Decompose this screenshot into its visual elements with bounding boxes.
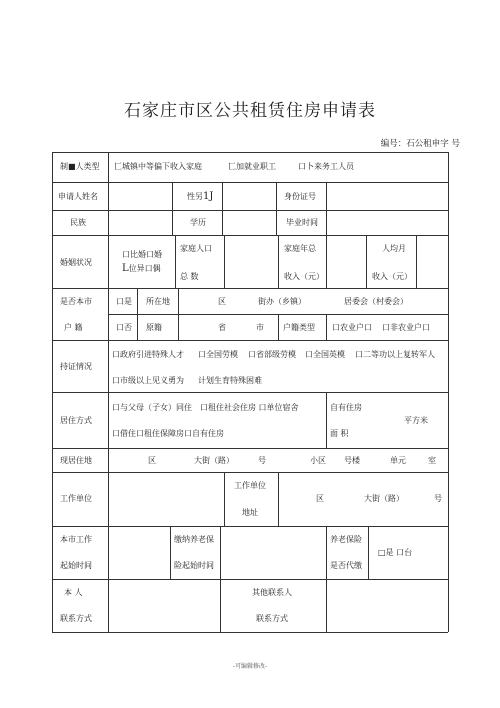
row-divider	[52, 210, 448, 211]
col-divider	[326, 526, 327, 579]
row-divider	[52, 448, 448, 449]
col-divider	[326, 235, 327, 288]
employer-street: 大街（路）	[364, 494, 404, 503]
cert-veteran-option[interactable]: 口二等功以上复转军人	[355, 350, 435, 359]
row-divider	[52, 472, 448, 473]
hukou-type-label: 户籍类型	[283, 323, 315, 332]
col-divider	[137, 288, 138, 340]
family-population-field[interactable]	[228, 239, 274, 285]
hukou-nonagricultural-option[interactable]: 口非农业户口	[382, 323, 430, 332]
pension-start-field[interactable]	[224, 530, 322, 575]
id-number-field[interactable]	[330, 186, 444, 206]
col-divider	[366, 235, 367, 288]
col-divider	[416, 235, 417, 288]
col-divider	[108, 152, 109, 632]
col-divider	[326, 579, 327, 632]
col-divider	[172, 182, 173, 235]
residence-options-line1[interactable]: 口与父母（子女）同住 口租住社会住房 口单位宿舍	[112, 403, 299, 412]
col-divider	[278, 314, 279, 340]
col-divider	[368, 526, 369, 579]
option-migrant-worker[interactable]: 口卜来务工人员	[298, 162, 354, 171]
family-income-field[interactable]	[330, 239, 362, 285]
cert-good-samaritan-option[interactable]: 口市级以上见义勇为	[112, 376, 184, 385]
row-divider	[52, 288, 448, 289]
hukou-agricultural-option[interactable]: 口农业户口	[332, 323, 372, 332]
employer-district: 区	[316, 494, 324, 503]
cert-national-model-option[interactable]: 口全国劳模	[198, 350, 238, 359]
option-low-income-family[interactable]: 匚城镇中等偏下收入家庭	[114, 162, 202, 171]
ethnicity-field[interactable]	[112, 213, 168, 232]
family-population-label-b: 总 数	[180, 272, 199, 281]
graduation-date-label: 毕业时间	[286, 218, 318, 227]
certificates-label: 持证情况	[60, 362, 92, 371]
col-divider	[326, 182, 327, 235]
family-population-label-a: 家庭人口	[180, 244, 212, 253]
graduation-date-field[interactable]	[330, 213, 444, 232]
applicant-name-field[interactable]	[112, 186, 168, 206]
address-unit: 单元	[390, 456, 406, 465]
col-divider	[326, 314, 327, 340]
city-label: 市	[256, 323, 264, 332]
self-contact-label-a: 本 人	[64, 588, 83, 597]
education-label: 学历	[190, 218, 206, 227]
col-divider	[178, 288, 179, 340]
form-title: 石家庄市区公共租赁住房申请表	[124, 101, 376, 121]
origin-label: 原籍	[146, 323, 162, 332]
own-house-area-label-a: 自有住房	[330, 403, 362, 412]
id-number-label: 身份证号	[284, 192, 316, 201]
address-district: 区	[148, 456, 156, 465]
address-street: 大街（路）	[194, 456, 234, 465]
per-capita-label-b: 收入（元）	[372, 272, 412, 281]
gender-field[interactable]	[226, 186, 272, 206]
col-divider	[222, 182, 223, 235]
current-address-label: 现居住地	[60, 456, 92, 465]
district-label: 区	[218, 297, 226, 306]
footer-note: -可编辑修改-	[232, 663, 268, 670]
cert-national-hero-option[interactable]: 口全国英模	[305, 350, 345, 359]
location-label: 所在地	[146, 297, 170, 306]
cert-family-planning-option[interactable]: 计划生育特殊困难	[198, 376, 262, 385]
employer-number: 号	[434, 494, 442, 503]
committee-label: 居委会（村委会）	[344, 297, 408, 306]
self-contact-field[interactable]	[112, 583, 216, 628]
cert-provincial-model-option[interactable]: 口省部级劳模	[248, 350, 296, 359]
row-divider	[52, 340, 448, 341]
row-divider	[52, 526, 448, 527]
employer-label: 工作单位	[60, 494, 92, 503]
form-code: 编号：石公租申字 号	[380, 139, 460, 149]
col-divider	[326, 392, 327, 448]
row-divider	[52, 235, 448, 236]
address-building: 号楼	[344, 456, 360, 465]
row-divider	[52, 392, 448, 393]
employer-address-label-a: 工作单位	[234, 481, 266, 490]
table-border-left	[52, 152, 53, 632]
residence-mode-label: 居住方式	[60, 416, 92, 425]
per-capita-label-a: 人均月	[382, 244, 406, 253]
family-income-label-b: 收入（元）	[284, 272, 324, 281]
col-divider	[276, 182, 277, 235]
local-hukou-yes[interactable]: 口是	[116, 297, 132, 306]
marital-options-line1[interactable]: 口比婚口婚	[122, 250, 162, 259]
other-contact-label-a: 其他联系人	[252, 588, 292, 597]
other-contact-label-b: 联系方式	[256, 614, 288, 623]
option-new-employee[interactable]: 匚加就业职工	[228, 162, 276, 171]
address-community: 小区	[310, 456, 326, 465]
local-hukou-no[interactable]: 口否	[116, 323, 132, 332]
local-hukou-label-a: 是否本市	[60, 297, 92, 306]
work-start-field[interactable]	[112, 530, 166, 575]
marital-status-label: 婚姻状况	[60, 258, 92, 267]
other-contact-field[interactable]	[330, 583, 444, 628]
col-divider	[175, 235, 176, 288]
address-room: 室	[428, 456, 436, 465]
pension-start-label-a: 缴纳养老保	[174, 535, 214, 544]
gender-label: 性另1J	[187, 191, 214, 202]
col-divider	[224, 235, 225, 288]
col-divider	[220, 579, 221, 632]
col-divider	[170, 526, 171, 579]
self-contact-label-b: 联系方式	[60, 614, 92, 623]
row-divider	[52, 579, 448, 580]
local-hukou-label-b: 户 籍	[64, 323, 83, 332]
pension-start-label-b: 险起始时间	[174, 561, 214, 570]
work-start-label-b: 起始时间	[60, 561, 92, 570]
col-divider	[278, 235, 279, 288]
residence-options-line2[interactable]: 口借住口租住保障房口自有住房	[112, 429, 224, 438]
education-field[interactable]	[226, 213, 272, 232]
col-divider	[224, 472, 225, 526]
marital-options-line2[interactable]: L位异口偶	[122, 263, 161, 274]
applicant-name-label: 申请人姓名	[58, 192, 98, 201]
area-unit: 平方米	[404, 416, 428, 425]
per-capita-income-field[interactable]	[420, 239, 444, 285]
province-label: 省	[218, 323, 226, 332]
ethnicity-label: 民族	[70, 218, 86, 227]
col-divider	[278, 472, 279, 526]
employer-field[interactable]	[112, 476, 220, 522]
applicant-type-label: 制■人类型	[60, 162, 100, 171]
pension-agency-label-b: 是否代缴	[330, 561, 362, 570]
cert-talent-option[interactable]: 口政府引进特殊人才	[112, 350, 184, 359]
table-border-top	[52, 152, 448, 153]
pension-agency-label-a: 养老保险	[330, 535, 362, 544]
work-start-label-a: 本市工作	[60, 535, 92, 544]
table-border-bottom	[52, 632, 448, 633]
table-border-right	[448, 152, 449, 632]
pension-agency-options[interactable]: □是 口台	[378, 548, 413, 557]
employer-address-label-b: 地址	[242, 508, 258, 517]
own-house-area-label-b: 面 积	[330, 429, 349, 438]
col-divider	[220, 526, 221, 579]
street-label: 街办（乡镇）	[258, 297, 306, 306]
row-divider	[52, 182, 448, 183]
family-income-label-a: 家庭年总	[284, 244, 316, 253]
address-number: 号	[258, 456, 266, 465]
